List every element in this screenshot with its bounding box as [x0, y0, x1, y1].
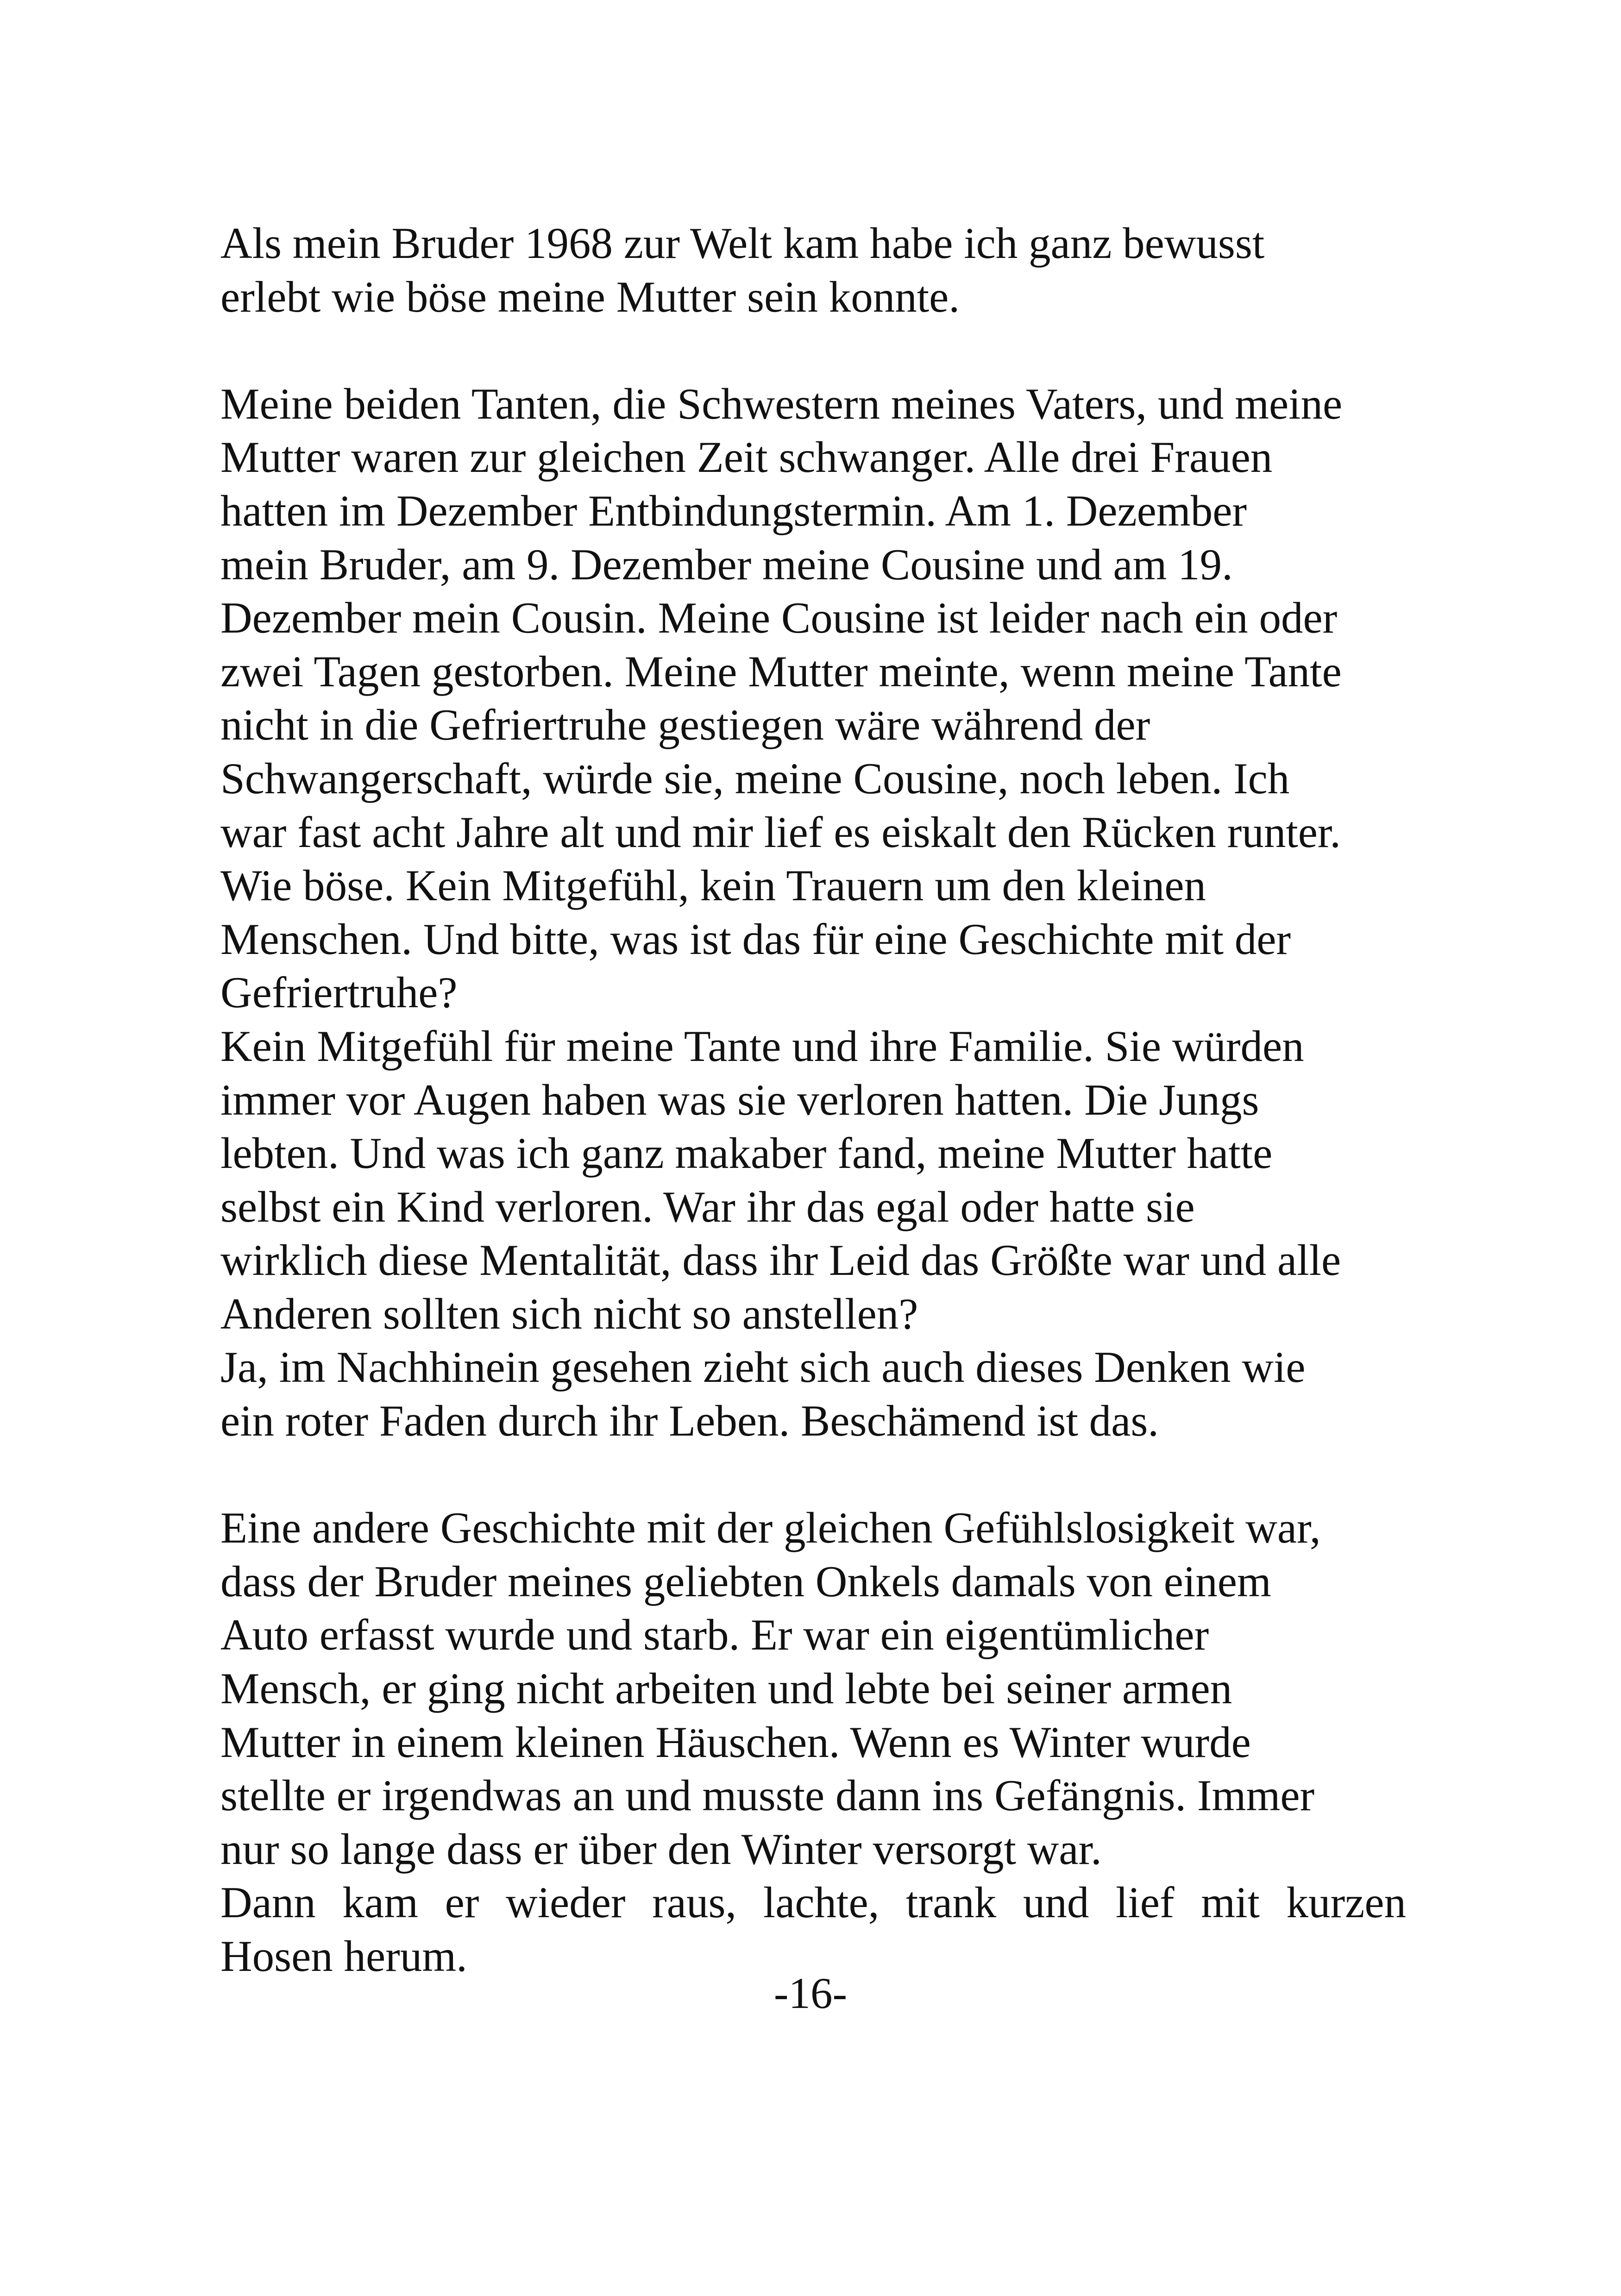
- text-line: Wie böse. Kein Mitgefühl, kein Trauern um den kleinen: [220, 861, 1206, 910]
- text-line: war fast acht Jahre alt und mir lief es eiskalt den Rücken runter.: [220, 807, 1341, 857]
- text-line: Mutter in einem kleinen Häuschen. Wenn es Winter wurde: [220, 1717, 1251, 1767]
- text-line: Hosen herum.: [220, 1932, 467, 1981]
- text-line: Auto erfasst wurde und starb. Er war ein eigentümlicher: [220, 1610, 1209, 1660]
- paragraph-1: [220, 217, 1406, 324]
- page-number: -16-: [773, 1969, 848, 2018]
- text-line: stellte er irgendwas an und musste dann ins Gefängnis. Immer: [220, 1771, 1315, 1820]
- text-line: Kein Mitgefühl für meine Tante und ihre Familie. Sie würden: [220, 1021, 1304, 1071]
- text-line: nicht in die Gefriertruhe gestiegen wäre während der: [220, 700, 1150, 750]
- body-text: [220, 217, 1406, 1983]
- text-line: nur so lange dass er über den Winter versorgt war.: [220, 1824, 1102, 1874]
- text-line: Meine beiden Tanten, die Schwestern meines Vaters, und meine: [220, 379, 1343, 428]
- text-line: Dann kam er wieder raus, lachte, trank und lief mit kurzen: [220, 1878, 1406, 1927]
- paragraph-3: [220, 1501, 1406, 1983]
- paragraph-gap: [220, 1448, 1406, 1502]
- text-line: Als mein Bruder 1968 zur Welt kam habe ich ganz bewusst: [220, 219, 1265, 268]
- text-line: Dezember mein Cousin. Meine Cousine ist leider nach ein oder: [220, 593, 1338, 643]
- text-line: selbst ein Kind verloren. War ihr das egal oder hatte sie: [220, 1182, 1195, 1231]
- text-line: Menschen. Und bitte, was ist das für eine Geschichte mit der: [220, 914, 1291, 964]
- text-line: Schwangerschaft, würde sie, meine Cousine, noch leben. Ich: [220, 753, 1290, 803]
- text-line: Eine andere Geschichte mit der gleichen Gefühlslosigkeit war,: [220, 1503, 1321, 1553]
- text-line: wirklich diese Mentalität, dass ihr Leid das Größte war und alle: [220, 1236, 1341, 1285]
- text-line: Ja, im Nachhinein gesehen zieht sich auch dieses Denken wie: [220, 1342, 1306, 1392]
- text-line: lebten. Und was ich ganz makaber fand, meine Mutter hatte: [220, 1129, 1273, 1178]
- text-line: hatten im Dezember Entbindungstermin. Am 1. Dezember: [220, 486, 1247, 535]
- text-line: Mutter waren zur gleichen Zeit schwanger. Alle drei Frauen: [220, 433, 1273, 482]
- text-line: Anderen sollten sich nicht so anstellen?: [220, 1289, 918, 1338]
- paragraph-gap: [220, 324, 1406, 377]
- text-line: zwei Tagen gestorben. Meine Mutter meinte, wenn meine Tante: [220, 646, 1342, 696]
- paragraph-2: [220, 377, 1406, 1448]
- text-line: Mensch, er ging nicht arbeiten und lebte bei seiner armen: [220, 1664, 1232, 1713]
- text-line: Gefriertruhe?: [220, 968, 458, 1017]
- text-line: mein Bruder, am 9. Dezember meine Cousine und am 19.: [220, 539, 1233, 589]
- text-line: ein roter Faden durch ihr Leben. Beschämend ist das.: [220, 1396, 1159, 1446]
- text-line: erlebt wie böse meine Mutter sein konnte.: [220, 272, 960, 321]
- text-line: dass der Bruder meines geliebten Onkels damals von einem: [220, 1556, 1271, 1606]
- text-line: immer vor Augen haben was sie verloren hatten. Die Jungs: [220, 1075, 1259, 1124]
